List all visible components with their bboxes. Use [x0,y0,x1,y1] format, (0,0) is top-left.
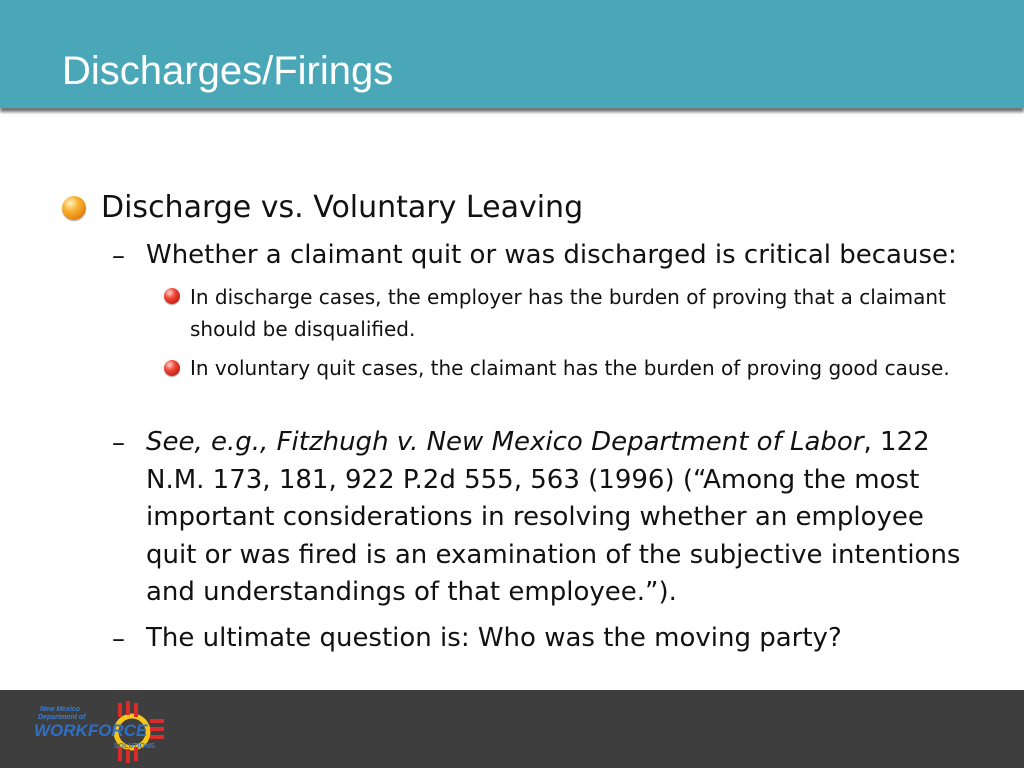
slide-title: Discharges/Firings [62,49,394,93]
point-ultimate-question: The ultimate question is: Who was the moving party? [146,623,842,653]
case-citation-text: , 122 N.M. 173, 181, 922 P.2d 555, 563 (1996) (“Among the most important considerations in resolving whether an employee quit or was fired is an examination of the subjective intentions and understandings of that employee.”). [146,427,961,607]
heading-discharge-vs-voluntary: Discharge vs. Voluntary Leaving [101,190,584,225]
dash-icon: – [112,624,125,654]
nm-workforce-solutions-logo [32,697,172,763]
logo-line-solutions: SOLUTIONS [114,743,155,750]
dash-icon: – [112,428,125,458]
dash-icon: – [112,241,125,271]
point-critical: Whether a claimant quit or was discharged is critical because: [146,240,957,270]
sub-point-discharge: In discharge cases, the employer has the burden of proving that a claimant should be disqualified. [190,285,946,341]
logo-line-department: Department of [38,714,86,721]
logo-line-new-mexico: New Mexico [40,706,81,713]
logo-line-workforce: WORKFORCE [34,721,148,740]
red-bullet-icon [164,360,180,376]
sub-point-voluntary: In voluntary quit cases, the claimant has the burden of proving good cause. [190,356,950,380]
point-case-citation [146,424,976,612]
red-bullet-icon [164,288,180,304]
case-name-italic: See, e.g., Fitzhugh v. New Mexico Department of Labor [146,427,864,457]
orange-bullet-icon [62,196,86,220]
